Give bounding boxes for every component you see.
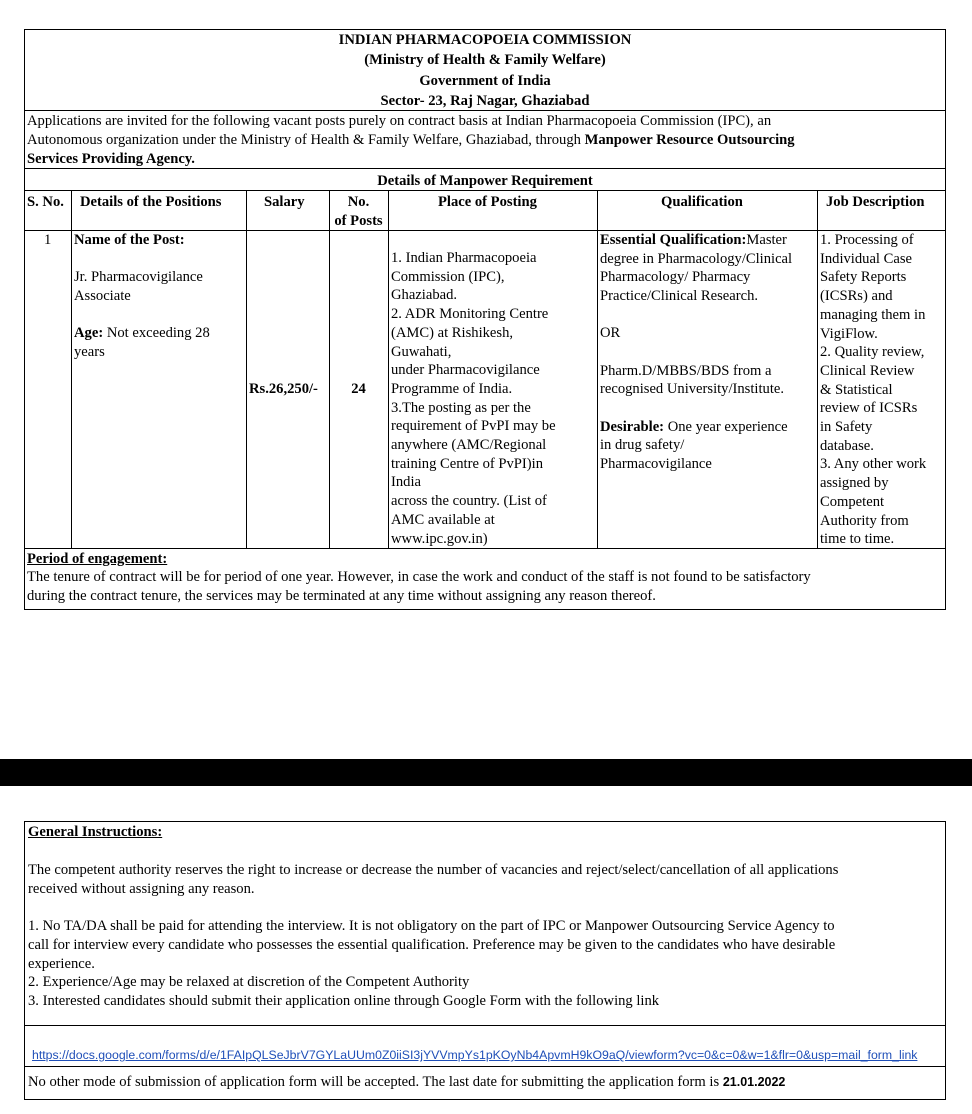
header-job: Job Description (826, 194, 925, 210)
job-line: VigiFlow. (820, 325, 878, 342)
engagement-line-1: The tenure of contract will be for period of one year. However, in case the work and conduct of the staff is not found to be satisfactory (27, 569, 811, 585)
job-line: (ICSRs) and (820, 288, 893, 305)
desirable-line-2: in drug safety/ (600, 437, 685, 453)
place-line: 2. ADR Monitoring Centre (391, 306, 549, 323)
instructions-p1-line-1: The competent authority reserves the right to increase or decrease the number of vacancies and reject/select/cancellation of all applications (28, 862, 839, 878)
place-line: AMC available at (391, 511, 495, 528)
row-sno: 1 (44, 232, 52, 248)
place-line: 1. Indian Pharmacopoeia (391, 250, 537, 266)
govt-title: Government of India (419, 73, 551, 89)
job-line: Individual Case (820, 250, 913, 267)
divider (24, 168, 946, 169)
qual-line-2: degree in Pharmacology/Clinical (600, 251, 793, 267)
post-name-2: Associate (74, 288, 131, 304)
job-line: & Statistical (820, 381, 893, 398)
qual-line-1 (600, 231, 787, 250)
col-divider (388, 190, 389, 548)
header-details: Details of the Positions (80, 194, 222, 210)
col-divider (329, 190, 330, 548)
last-date-value: 21.01.2022 (722, 1075, 786, 1089)
place-line: 3.The posting as per the (391, 399, 531, 416)
qual-or: OR (600, 325, 621, 341)
divider (24, 548, 946, 549)
place-line: requirement of PvPI may be (391, 418, 556, 435)
job-line: 2. Quality review, (820, 344, 925, 361)
qual-line-4: Practice/Clinical Research. (600, 288, 759, 304)
instruction-3: 3. Interested candidates should submit their application online through Google Form with the following link (28, 993, 660, 1009)
instruction-2: 2. Experience/Age may be relaxed at discretion of the Competent Authority (28, 974, 470, 990)
qual-line-3: Pharmacology/ Pharmacy (600, 269, 751, 285)
qual-line-5: Pharm.D/MBBS/BDS from a (600, 363, 772, 379)
header-posts-2: of Posts (334, 213, 383, 229)
address-title: Sector- 23, Raj Nagar, Ghaziabad (380, 93, 590, 109)
desirable-text: One year experience (664, 419, 788, 435)
col-divider (817, 190, 818, 548)
job-line: Authority from (820, 512, 909, 529)
job-line: assigned by (820, 475, 889, 492)
place-line: Programme of India. (391, 380, 513, 397)
instruction-1-line-2: call for interview every candidate who possesses the essential qualification. Preference may be given to the candidates who have desirable (28, 937, 836, 953)
instruction-1-line-1: 1. No TA/DA shall be paid for attending the interview. It is not obligatory on the part of IPC or Manpower Outsourcing Service Agency to (28, 918, 835, 934)
salary-value: Rs.26,250/- (249, 381, 318, 397)
engagement-line-2: during the contract tenure, the services may be terminated at any time without assigning any reason thereof. (27, 588, 656, 604)
instructions-title: General Instructions: (28, 824, 163, 840)
header-sno: S. No. (27, 194, 64, 210)
intro-line-2-text: Autonomous organization under the Ministry of Health & Family Welfare, Ghaziabad, through (27, 132, 585, 148)
place-list (391, 249, 556, 548)
org-title: INDIAN PHARMACOPOEIA COMMISSION (338, 32, 632, 48)
col-divider (597, 190, 598, 548)
table-title: Details of Manpower Requirement (377, 173, 593, 189)
age-line (74, 324, 210, 343)
col-divider (246, 190, 247, 548)
age-value: Not exceeding 28 (103, 325, 210, 341)
header-salary: Salary (264, 194, 305, 210)
post-name-1: Jr. Pharmacovigilance (74, 269, 203, 285)
desirable-label: Desirable: (600, 419, 665, 435)
posts-value: 24 (351, 381, 366, 397)
last-date-line (28, 1073, 785, 1092)
job-line: Clinical Review (820, 362, 915, 379)
place-line: training Centre of PvPI)in (391, 455, 543, 472)
divider (24, 190, 946, 191)
intro-line-2-bold: Manpower Resource Outsourcing (584, 132, 795, 148)
engagement-title: Period of engagement: (27, 551, 168, 567)
job-line: managing them in (820, 306, 926, 323)
place-line: (AMC) at Rishikesh, (391, 324, 514, 341)
instruction-1-line-3: experience. (28, 956, 95, 972)
job-list (820, 231, 926, 549)
divider (24, 110, 946, 111)
desirable-line-3: Pharmacovigilance (600, 456, 712, 472)
job-line: Competent (820, 493, 885, 510)
place-line: across the country. (List of (391, 493, 547, 510)
desirable-line-1 (600, 418, 788, 437)
age-label: Age: (74, 325, 104, 341)
job-line: Safety Reports (820, 269, 907, 286)
place-line: www.ipc.gov.in) (391, 530, 488, 547)
divider (24, 1025, 946, 1026)
place-line: anywhere (AMC/Regional (391, 437, 547, 454)
col-divider (71, 190, 72, 548)
place-line: Ghaziabad. (391, 287, 458, 304)
job-line: 3. Any other work (820, 456, 927, 473)
post-name-label: Name of the Post: (74, 232, 185, 248)
instructions-p1-line-2: received without assigning any reason. (28, 881, 255, 897)
intro-line-1: Applications are invited for the following vacant posts purely on contract basis at Indian Pharmacopoeia Commission (IPC), an (27, 113, 772, 129)
ministry-title: (Ministry of Health & Family Welfare) (364, 52, 606, 68)
place-line: under Pharmacovigilance (391, 362, 540, 379)
job-line: time to time. (820, 531, 895, 548)
qual-line-6: recognised University/Institute. (600, 381, 785, 397)
header-place: Place of Posting (438, 194, 537, 210)
age-line-2: years (74, 344, 105, 360)
google-form-link[interactable]: https://docs.google.com/forms/d/e/1FAIpQLSeJbrV7GYLaUUm0Z0iiSI3jYVVmpYs1pKOyNb4ApvmH9kO9aQ/viewform?vc=0&c=0&w=1&flr=0&usp=mail_form_link (32, 1048, 918, 1062)
place-line: Commission (IPC), (391, 268, 505, 285)
qual-text: Master (746, 232, 787, 248)
intro-line-3: Services Providing Agency. (27, 151, 195, 167)
job-line: 1. Processing of (820, 232, 914, 248)
place-line: Guwahati, (391, 343, 452, 360)
header-qualification: Qualification (661, 194, 743, 210)
black-band (0, 759, 972, 786)
job-line: database. (820, 437, 874, 454)
divider (24, 1066, 946, 1067)
header-posts-1: No. (347, 194, 370, 210)
intro-line-2 (27, 131, 795, 150)
place-line: India (391, 474, 421, 491)
job-line: in Safety (820, 419, 873, 436)
qual-label: Essential Qualification: (600, 232, 747, 248)
job-line: review of ICSRs (820, 400, 918, 417)
last-date-text: No other mode of submission of application form will be accepted. The last date for submitting the application form is (28, 1074, 723, 1090)
